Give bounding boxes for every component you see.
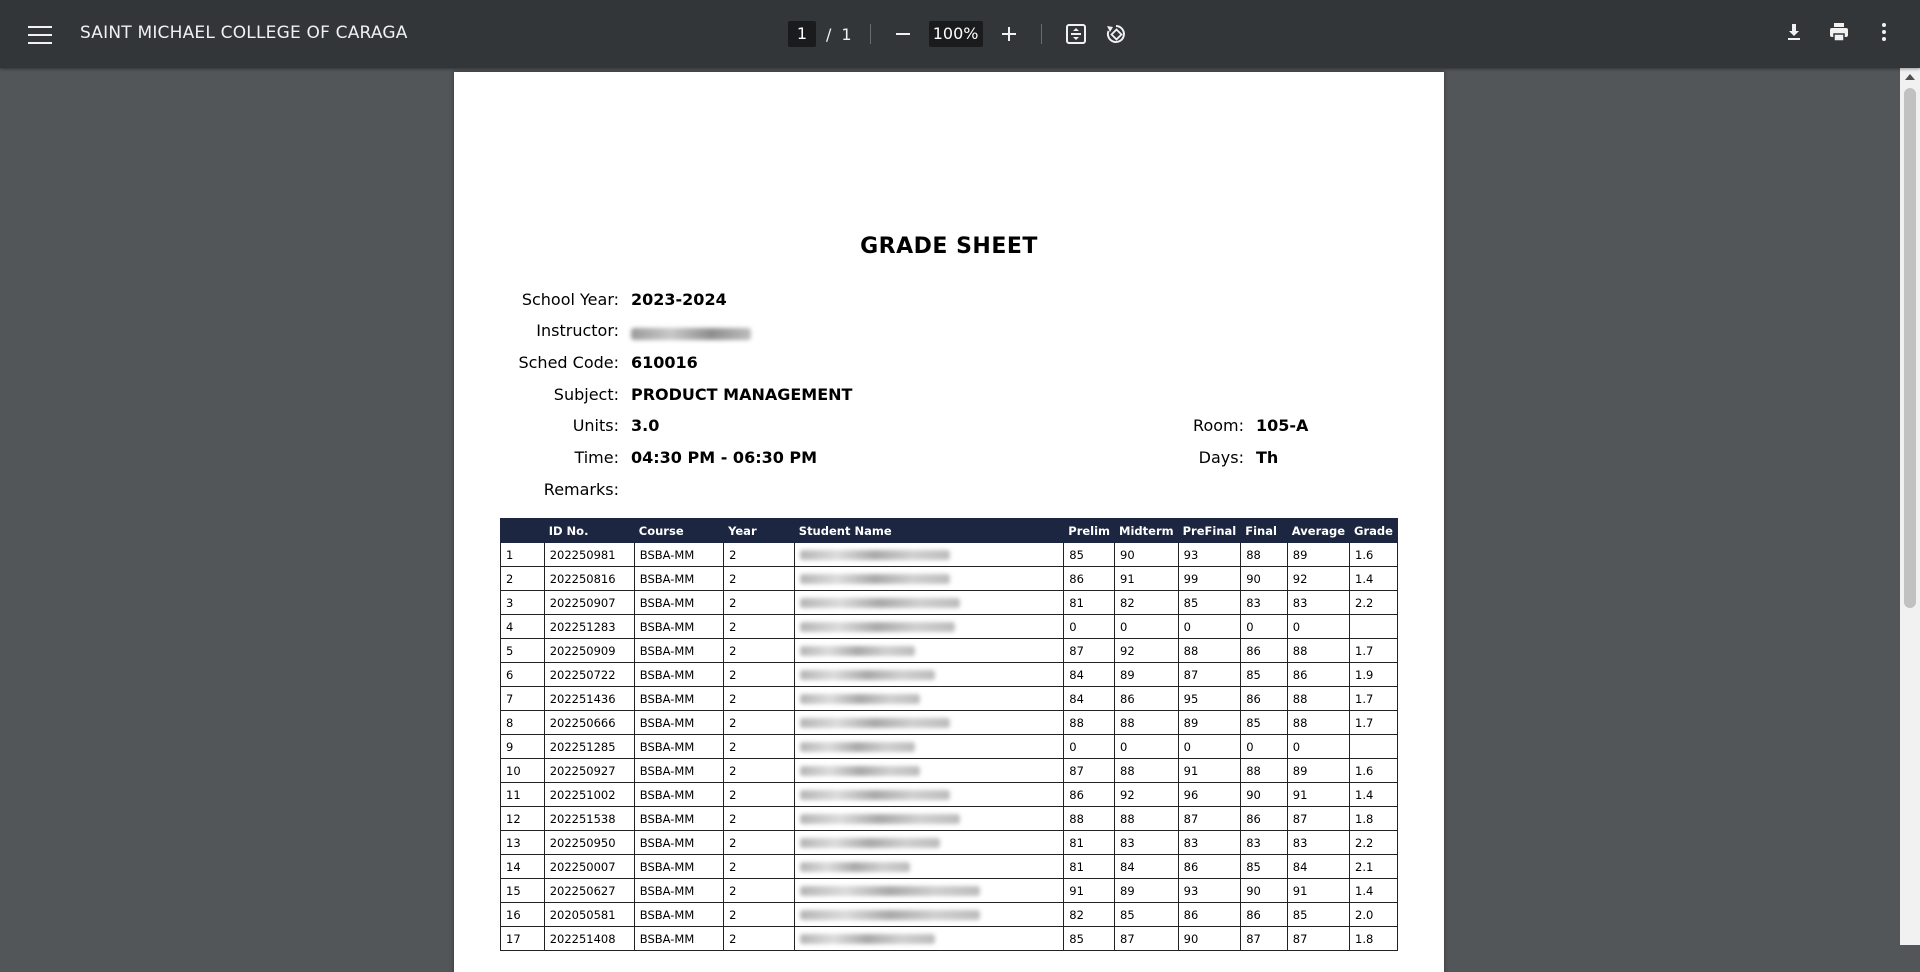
table-cell: 2 <box>724 615 795 639</box>
table-cell: 202250007 <box>544 855 634 879</box>
table-cell: 88 <box>1287 639 1349 663</box>
table-cell: 202251436 <box>544 687 634 711</box>
student-name-cell <box>794 687 1063 711</box>
table-cell: 202250816 <box>544 567 634 591</box>
table-cell: 2 <box>724 687 795 711</box>
table-cell: 2 <box>724 663 795 687</box>
table-cell: 14 <box>501 855 545 879</box>
table-cell: 2 <box>724 759 795 783</box>
table-cell: 91 <box>1064 879 1115 903</box>
table-cell: 83 <box>1115 831 1179 855</box>
days-value: Th <box>1256 448 1279 467</box>
plus-icon <box>1001 26 1017 42</box>
table-cell: 1.7 <box>1350 711 1398 735</box>
table-cell: 2 <box>724 903 795 927</box>
table-cell: 86 <box>1064 567 1115 591</box>
table-cell: 12 <box>501 807 545 831</box>
menu-icon[interactable] <box>24 20 56 48</box>
student-name-cell <box>794 567 1063 591</box>
table-cell: 91 <box>1287 783 1349 807</box>
grades-table <box>500 518 1398 951</box>
table-cell <box>1350 615 1398 639</box>
table-cell: 4 <box>501 615 545 639</box>
table-cell: 16 <box>501 903 545 927</box>
download-icon <box>1784 22 1804 42</box>
units-value: 3.0 <box>631 416 660 435</box>
redacted-student-name <box>800 598 960 608</box>
column-header: Year <box>724 519 795 543</box>
table-cell <box>1350 735 1398 759</box>
instructor-label: Instructor: <box>536 321 619 340</box>
student-name-cell <box>794 663 1063 687</box>
table-cell: 93 <box>1178 879 1241 903</box>
redacted-student-name <box>800 742 915 752</box>
table-cell: BSBA-MM <box>634 831 723 855</box>
table-cell: 84 <box>1287 855 1349 879</box>
table-row <box>501 903 1398 927</box>
table-cell: 2.0 <box>1350 903 1398 927</box>
column-header: Midterm <box>1115 519 1179 543</box>
days-label: Days: <box>1198 448 1244 467</box>
scroll-up-arrow-icon[interactable] <box>1905 74 1915 80</box>
table-cell: BSBA-MM <box>634 903 723 927</box>
toolbar-divider <box>870 24 871 44</box>
fit-page-button[interactable] <box>1060 18 1092 50</box>
table-cell: 202250666 <box>544 711 634 735</box>
table-cell: 88 <box>1064 711 1115 735</box>
sched-code-label: Sched Code: <box>518 353 619 372</box>
table-row <box>501 711 1398 735</box>
table-cell: BSBA-MM <box>634 711 723 735</box>
page-separator: / <box>826 24 832 44</box>
rotate-button[interactable] <box>1100 18 1132 50</box>
table-cell: 202251283 <box>544 615 634 639</box>
table-cell: 202251002 <box>544 783 634 807</box>
student-name-cell <box>794 759 1063 783</box>
table-cell: 7 <box>501 687 545 711</box>
student-name-cell <box>794 807 1063 831</box>
print-icon <box>1828 21 1850 43</box>
redacted-student-name <box>800 934 935 944</box>
table-cell: 92 <box>1115 639 1179 663</box>
table-cell: 90 <box>1241 567 1288 591</box>
table-cell: 96 <box>1178 783 1241 807</box>
table-cell: 15 <box>501 879 545 903</box>
table-cell: 95 <box>1178 687 1241 711</box>
table-cell: 84 <box>1115 855 1179 879</box>
student-name-cell <box>794 831 1063 855</box>
table-cell: 0 <box>1241 735 1288 759</box>
table-cell: 92 <box>1287 567 1349 591</box>
toolbar-actions <box>1778 16 1900 48</box>
instructor-value <box>631 323 751 342</box>
rotate-icon <box>1104 22 1128 46</box>
room-value: 105-A <box>1256 416 1309 435</box>
redacted-student-name <box>800 814 960 824</box>
page-total: 1 <box>841 24 852 44</box>
table-cell: 85 <box>1178 591 1241 615</box>
vertical-scrollbar[interactable] <box>1900 68 1920 945</box>
more-options-button[interactable] <box>1868 16 1900 48</box>
table-cell: 82 <box>1115 591 1179 615</box>
redacted-student-name <box>800 790 950 800</box>
table-cell: 3 <box>501 591 545 615</box>
table-cell: BSBA-MM <box>634 639 723 663</box>
table-cell: 0 <box>1064 735 1115 759</box>
student-name-cell <box>794 615 1063 639</box>
table-cell: 87 <box>1064 639 1115 663</box>
table-row <box>501 591 1398 615</box>
table-cell: 202250907 <box>544 591 634 615</box>
table-cell: 88 <box>1115 759 1179 783</box>
table-cell: 2 <box>724 591 795 615</box>
table-cell: 83 <box>1287 591 1349 615</box>
table-row <box>501 831 1398 855</box>
redacted-student-name <box>800 886 980 896</box>
column-header: Final <box>1241 519 1288 543</box>
table-cell: 1.8 <box>1350 807 1398 831</box>
redacted-student-name <box>800 862 910 872</box>
column-header: Grade <box>1350 519 1398 543</box>
student-name-cell <box>794 639 1063 663</box>
table-cell: BSBA-MM <box>634 855 723 879</box>
units-label: Units: <box>572 416 619 435</box>
table-row <box>501 543 1398 567</box>
table-cell: BSBA-MM <box>634 807 723 831</box>
table-cell: BSBA-MM <box>634 687 723 711</box>
student-name-cell <box>794 855 1063 879</box>
table-cell: 90 <box>1115 543 1179 567</box>
table-cell: 8 <box>501 711 545 735</box>
table-cell: 81 <box>1064 831 1115 855</box>
table-cell: 85 <box>1064 543 1115 567</box>
table-cell: 91 <box>1178 759 1241 783</box>
table-cell: 1.4 <box>1350 783 1398 807</box>
table-cell: 87 <box>1115 927 1179 951</box>
table-cell: 11 <box>501 783 545 807</box>
table-cell: 85 <box>1064 927 1115 951</box>
table-cell: 84 <box>1064 663 1115 687</box>
table-cell: 85 <box>1241 663 1288 687</box>
table-cell: BSBA-MM <box>634 735 723 759</box>
page-number-input[interactable]: 1 <box>788 21 816 47</box>
student-name-cell <box>794 711 1063 735</box>
remarks-label: Remarks: <box>543 480 619 499</box>
column-header <box>501 519 545 543</box>
table-cell: 89 <box>1115 663 1179 687</box>
scroll-thumb[interactable] <box>1904 88 1916 608</box>
zoom-input[interactable]: 100% <box>929 21 983 47</box>
table-cell: 83 <box>1241 831 1288 855</box>
table-cell: 89 <box>1115 879 1179 903</box>
table-cell: 83 <box>1241 591 1288 615</box>
table-cell: 85 <box>1115 903 1179 927</box>
table-cell: 2 <box>724 783 795 807</box>
table-cell: BSBA-MM <box>634 759 723 783</box>
table-cell: 83 <box>1287 831 1349 855</box>
table-cell: BSBA-MM <box>634 927 723 951</box>
table-cell: 88 <box>1241 543 1288 567</box>
subject-label: Subject: <box>553 385 619 404</box>
table-cell: 83 <box>1178 831 1241 855</box>
download-button[interactable] <box>1778 16 1810 48</box>
table-cell: 91 <box>1115 567 1179 591</box>
table-cell: 2 <box>724 543 795 567</box>
table-cell: 81 <box>1064 591 1115 615</box>
page-zoom-controls <box>788 20 1132 48</box>
table-cell: 202250950 <box>544 831 634 855</box>
table-cell: 2.1 <box>1350 855 1398 879</box>
table-cell: 99 <box>1178 567 1241 591</box>
table-cell: BSBA-MM <box>634 615 723 639</box>
table-cell: 2 <box>724 711 795 735</box>
table-cell: 0 <box>1115 735 1179 759</box>
column-header: Prelim <box>1064 519 1115 543</box>
table-row <box>501 615 1398 639</box>
table-cell: 86 <box>1178 855 1241 879</box>
redacted-student-name <box>800 838 940 848</box>
table-cell: 5 <box>501 639 545 663</box>
table-cell: 81 <box>1064 855 1115 879</box>
time-value: 04:30 PM - 06:30 PM <box>631 448 818 467</box>
zoom-in-button[interactable] <box>995 20 1023 48</box>
table-cell: 1.7 <box>1350 687 1398 711</box>
column-header: Course <box>634 519 723 543</box>
table-cell: 202250722 <box>544 663 634 687</box>
table-cell: 86 <box>1241 807 1288 831</box>
table-cell: 89 <box>1287 759 1349 783</box>
minus-icon <box>895 26 911 42</box>
table-body <box>501 543 1398 951</box>
table-cell: 17 <box>501 927 545 951</box>
document-title: SAINT MICHAEL COLLEGE OF CARAGA <box>80 23 408 43</box>
table-cell: 86 <box>1241 639 1288 663</box>
column-header: ID No. <box>544 519 634 543</box>
table-cell: 2 <box>501 567 545 591</box>
table-cell: 2 <box>724 567 795 591</box>
table-row <box>501 567 1398 591</box>
table-cell: 13 <box>501 831 545 855</box>
table-cell: 84 <box>1064 687 1115 711</box>
time-label: Time: <box>574 448 619 467</box>
subject-value: PRODUCT MANAGEMENT <box>631 385 853 404</box>
redacted-student-name <box>800 694 920 704</box>
table-cell: 88 <box>1241 759 1288 783</box>
table-cell: BSBA-MM <box>634 543 723 567</box>
table-cell: 88 <box>1287 711 1349 735</box>
table-cell: 0 <box>1241 615 1288 639</box>
table-cell: 90 <box>1241 879 1288 903</box>
table-cell: 91 <box>1287 879 1349 903</box>
school-year-value: 2023-2024 <box>631 290 727 309</box>
table-cell: 2.2 <box>1350 831 1398 855</box>
table-cell: 1.7 <box>1350 639 1398 663</box>
column-header: Average <box>1287 519 1349 543</box>
redacted-student-name <box>800 766 920 776</box>
table-cell: 2 <box>724 735 795 759</box>
table-cell: 90 <box>1178 927 1241 951</box>
table-cell: 10 <box>501 759 545 783</box>
room-label: Room: <box>1193 416 1244 435</box>
more-vert-icon <box>1880 22 1888 42</box>
table-row <box>501 687 1398 711</box>
table-cell: 1.6 <box>1350 543 1398 567</box>
table-cell: 0 <box>1287 735 1349 759</box>
table-cell: 0 <box>1178 735 1241 759</box>
table-cell: 90 <box>1241 783 1288 807</box>
table-row <box>501 879 1398 903</box>
table-row <box>501 759 1398 783</box>
table-cell: 93 <box>1178 543 1241 567</box>
table-cell: 2 <box>724 639 795 663</box>
table-cell: 86 <box>1178 903 1241 927</box>
table-cell: 202050581 <box>544 903 634 927</box>
table-cell: BSBA-MM <box>634 783 723 807</box>
table-cell: 86 <box>1287 663 1349 687</box>
table-cell: 2 <box>724 879 795 903</box>
table-cell: 0 <box>1287 615 1349 639</box>
table-cell: 2 <box>724 831 795 855</box>
table-row <box>501 735 1398 759</box>
school-year-label: School Year: <box>521 290 619 309</box>
fit-page-icon <box>1064 22 1088 46</box>
table-cell: 82 <box>1064 903 1115 927</box>
table-row <box>501 855 1398 879</box>
table-cell: 86 <box>1115 687 1179 711</box>
table-cell: 1.4 <box>1350 567 1398 591</box>
redacted-student-name <box>800 622 955 632</box>
table-cell: 89 <box>1287 543 1349 567</box>
sched-code-value: 610016 <box>631 353 698 372</box>
table-cell: 0 <box>1064 615 1115 639</box>
redacted-student-name <box>800 670 935 680</box>
table-cell: 202251538 <box>544 807 634 831</box>
table-cell: 87 <box>1064 759 1115 783</box>
table-row <box>501 663 1398 687</box>
table-cell: 88 <box>1115 807 1179 831</box>
pdf-page <box>454 72 1444 972</box>
table-header-row <box>501 519 1398 543</box>
table-cell: 202250909 <box>544 639 634 663</box>
table-cell: 202251408 <box>544 927 634 951</box>
table-cell: 2.2 <box>1350 591 1398 615</box>
table-cell: 9 <box>501 735 545 759</box>
table-cell: 6 <box>501 663 545 687</box>
print-button[interactable] <box>1823 16 1855 48</box>
redacted-student-name <box>800 574 950 584</box>
table-cell: 0 <box>1115 615 1179 639</box>
student-name-cell <box>794 903 1063 927</box>
table-cell: 2 <box>724 807 795 831</box>
table-cell: 1.4 <box>1350 879 1398 903</box>
table-cell: 92 <box>1115 783 1179 807</box>
table-cell: 1.6 <box>1350 759 1398 783</box>
toolbar-divider <box>1041 24 1042 44</box>
grade-sheet-title: GRADE SHEET <box>860 234 1038 259</box>
student-name-cell <box>794 735 1063 759</box>
table-cell: 86 <box>1241 903 1288 927</box>
table-cell: 85 <box>1241 855 1288 879</box>
table-cell: 88 <box>1064 807 1115 831</box>
table-cell: 1.8 <box>1350 927 1398 951</box>
table-cell: 202250927 <box>544 759 634 783</box>
table-cell: 1 <box>501 543 545 567</box>
table-cell: 85 <box>1241 711 1288 735</box>
zoom-out-button[interactable] <box>889 20 917 48</box>
table-cell: 202250981 <box>544 543 634 567</box>
table-cell: 85 <box>1287 903 1349 927</box>
table-cell: 2 <box>724 927 795 951</box>
table-cell: 87 <box>1178 807 1241 831</box>
table-cell: 89 <box>1178 711 1241 735</box>
table-cell: 86 <box>1241 687 1288 711</box>
pdf-toolbar <box>0 0 1920 68</box>
table-cell: 88 <box>1287 687 1349 711</box>
table-cell: 87 <box>1178 663 1241 687</box>
table-row <box>501 807 1398 831</box>
table-row <box>501 927 1398 951</box>
table-cell: 0 <box>1178 615 1241 639</box>
table-cell: 202251285 <box>544 735 634 759</box>
student-name-cell <box>794 543 1063 567</box>
table-cell: 86 <box>1064 783 1115 807</box>
table-cell: 87 <box>1287 807 1349 831</box>
redacted-student-name <box>800 550 950 560</box>
table-cell: BSBA-MM <box>634 591 723 615</box>
table-cell: 88 <box>1178 639 1241 663</box>
table-cell: 87 <box>1241 927 1288 951</box>
column-header: PreFinal <box>1178 519 1241 543</box>
table-cell: 87 <box>1287 927 1349 951</box>
redacted-student-name <box>800 646 915 656</box>
redacted-student-name <box>800 718 950 728</box>
student-name-cell <box>794 927 1063 951</box>
table-row <box>501 639 1398 663</box>
redacted-student-name <box>800 910 980 920</box>
student-name-cell <box>794 591 1063 615</box>
column-header: Student Name <box>794 519 1063 543</box>
table-cell: BSBA-MM <box>634 567 723 591</box>
student-name-cell <box>794 879 1063 903</box>
table-cell: 88 <box>1115 711 1179 735</box>
redacted-instructor <box>631 328 751 340</box>
table-cell: 202250627 <box>544 879 634 903</box>
student-name-cell <box>794 783 1063 807</box>
table-cell: BSBA-MM <box>634 663 723 687</box>
table-cell: 2 <box>724 855 795 879</box>
table-cell: BSBA-MM <box>634 879 723 903</box>
table-cell: 1.9 <box>1350 663 1398 687</box>
table-row <box>501 783 1398 807</box>
